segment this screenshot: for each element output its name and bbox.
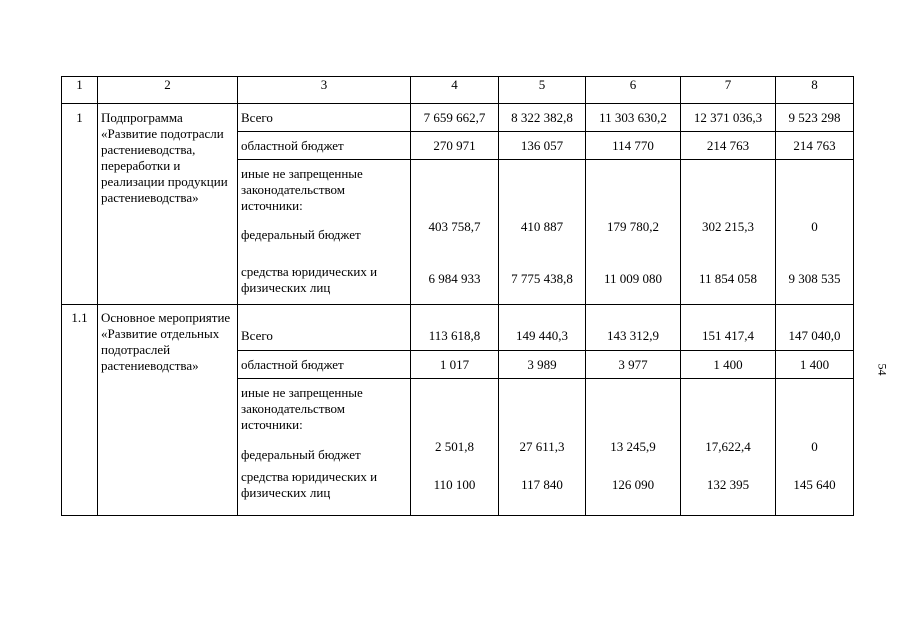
other-sources-label: иные не запрещенные законодательством источники: <box>241 385 363 432</box>
row-label: областной бюджет <box>238 132 411 160</box>
federal-value: 27 611,3 <box>519 439 565 454</box>
row-label: Всего <box>238 305 411 351</box>
page-number: 54 <box>875 363 890 376</box>
value-cell: 136 057 <box>499 132 586 160</box>
value-cell <box>681 160 776 305</box>
value-cell: 3 989 <box>499 351 586 379</box>
federal-value: 302 215,3 <box>702 219 754 234</box>
federal-label: федеральный бюджет <box>241 447 361 462</box>
header-cell: 1 <box>62 77 98 104</box>
federal-value: 17,622,4 <box>705 439 751 454</box>
value-cell: 1 400 <box>776 351 854 379</box>
legal-value: 6 984 933 <box>428 271 481 286</box>
header-row <box>62 77 854 104</box>
value-cell: 143 312,9 <box>586 305 681 351</box>
legal-value: 126 090 <box>611 477 655 492</box>
value-cell: 11 303 630,2 <box>586 104 681 132</box>
other-sources-label: иные не запрещенные законодательством источники: <box>241 166 363 213</box>
legal-value: 117 840 <box>521 477 563 492</box>
legal-label: средства юридических и физических лиц <box>241 264 378 295</box>
federal-value: 0 <box>811 439 818 454</box>
value-cell <box>776 379 854 516</box>
value-cell: 3 977 <box>586 351 681 379</box>
row-label: Всего <box>238 104 411 132</box>
value-cell <box>411 379 499 516</box>
sources-cell <box>238 379 411 516</box>
federal-value: 179 780,2 <box>607 219 659 234</box>
federal-value: 403 758,7 <box>428 219 481 234</box>
value-cell: 9 523 298 <box>776 104 854 132</box>
header-cell: 4 <box>411 77 499 104</box>
value-cell <box>681 379 776 516</box>
legal-value: 11 854 058 <box>698 271 758 286</box>
header-cell: 3 <box>238 77 411 104</box>
value-cell <box>411 160 499 305</box>
federal-label: федеральный бюджет <box>241 227 361 242</box>
value-cell: 1 017 <box>411 351 499 379</box>
value-cell: 151 417,4 <box>681 305 776 351</box>
value-cell: 1 400 <box>681 351 776 379</box>
program-name: Основное мероприятие «Развитие отдельных подотраслей растениеводства» <box>98 305 238 516</box>
value-cell: 113 618,8 <box>411 305 499 351</box>
value-cell: 8 322 382,8 <box>499 104 586 132</box>
row-number: 1.1 <box>62 305 98 516</box>
federal-value: 0 <box>811 219 818 234</box>
value-cell <box>586 379 681 516</box>
legal-value: 145 640 <box>793 477 836 492</box>
legal-value: 9 308 535 <box>788 271 841 286</box>
value-cell: 214 763 <box>681 132 776 160</box>
header-cell: 5 <box>499 77 586 104</box>
value-cell <box>586 160 681 305</box>
legal-value: 7 775 438,8 <box>511 271 573 286</box>
row-label: областной бюджет <box>238 351 411 379</box>
federal-value: 13 245,9 <box>610 439 656 454</box>
table-row <box>62 104 854 132</box>
value-cell: 12 371 036,3 <box>681 104 776 132</box>
header-cell: 7 <box>681 77 776 104</box>
federal-value: 2 501,8 <box>435 439 474 454</box>
value-cell: 7 659 662,7 <box>411 104 499 132</box>
legal-value: 110 100 <box>433 477 476 492</box>
program-name: Подпрограмма «Развитие подотрасли растениеводства, переработки и реализации продукции растениеводства» <box>98 104 238 305</box>
value-cell <box>499 160 586 305</box>
federal-value: 410 887 <box>520 219 564 234</box>
value-cell: 114 770 <box>586 132 681 160</box>
budget-table <box>61 76 854 516</box>
table-row <box>62 305 854 351</box>
value-cell: 270 971 <box>411 132 499 160</box>
header-cell: 8 <box>776 77 854 104</box>
value-cell: 147 040,0 <box>776 305 854 351</box>
legal-label: средства юридических и физических лиц <box>241 469 378 500</box>
legal-value: 11 009 080 <box>603 271 663 286</box>
legal-value: 132 395 <box>706 477 750 492</box>
value-cell <box>499 379 586 516</box>
row-number: 1 <box>62 104 98 305</box>
header-cell: 6 <box>586 77 681 104</box>
value-cell: 214 763 <box>776 132 854 160</box>
value-cell <box>776 160 854 305</box>
sources-cell <box>238 160 411 305</box>
header-cell: 2 <box>98 77 238 104</box>
value-cell: 149 440,3 <box>499 305 586 351</box>
